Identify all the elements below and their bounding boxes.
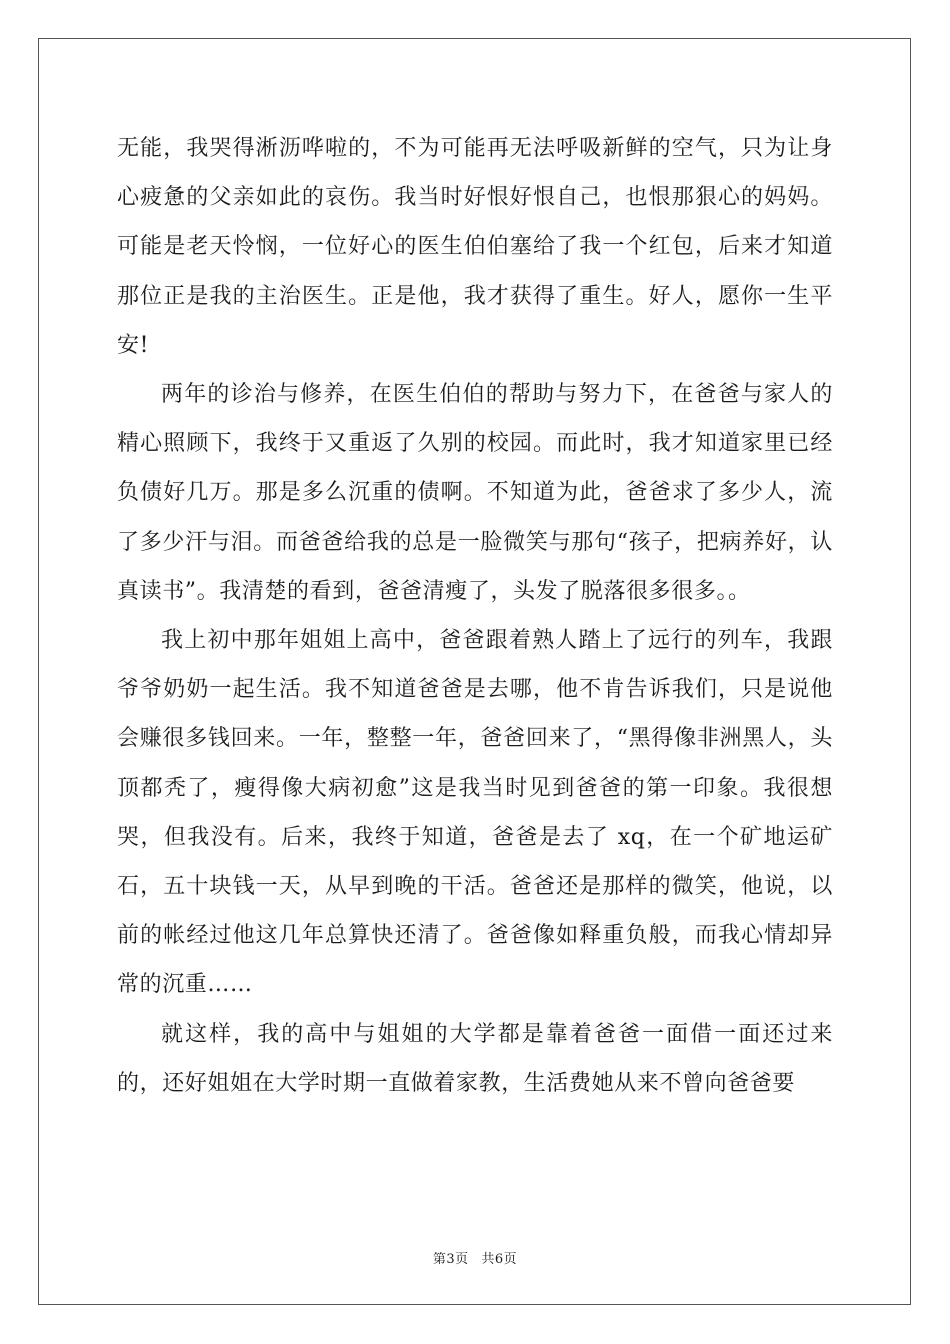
page-footer <box>0 1248 950 1267</box>
paragraph-2: 两年的诊治与修养，在医生伯伯的帮助与努力下，在爸爸与家人的精心照顾下，我终于又重返了久别的校园。而此时，我才知道家里已经负债好几万。那是多么沉重的债啊。不知道为此，爸爸求了多少人，流了多少汗与泪。而爸爸给我的总是一脸微笑与那句“孩子，把病养好，认真读书”。我清楚的看到，爸爸清瘦了，头发了脱落很多很多。。 <box>117 382 833 604</box>
document-body <box>117 124 833 1108</box>
page-number: 第3页 <box>432 1252 469 1267</box>
paragraph-1: 无能，我哭得淅沥哗啦的，不为可能再无法呼吸新鲜的空气，只为让身心疲惫的父亲如此的哀伤。我当时好恨好恨自己，也恨那狠心的妈妈。可能是老天怜悯，一位好心的医生伯伯塞给了我一个红包，后来才知道那位正是我的主治医生。正是他，我才获得了重生。好人，愿你一生平安! <box>117 136 833 358</box>
paragraph-3: 我上初中那年姐姐上高中，爸爸跟着熟人踏上了远行的列车，我跟爷爷奶奶一起生活。我不知道爸爸是去哪，他不肯告诉我们，只是说他会赚很多钱回来。一年，整整一年，爸爸回来了，“黑得像非洲黑人，头顶都秃了，瘦得像大病初愈”这是我当时见到爸爸的第一印象。我很想哭，但我没有。后来，我终于知道，爸爸是去了 xq，在一个矿地运矿石，五十块钱一天，从早到晚的干活。爸爸还是那样的微笑，他说，以前的帐经过他这几年总算快还清了。爸爸像如释重负般，而我心情却异常的沉重…… <box>117 628 833 998</box>
paragraph-4: 就这样，我的高中与姐姐的大学都是靠着爸爸一面借一面还过来的，还好姐姐在大学时期一直做着家教，生活费她从来不曾向爸爸要 <box>117 1021 833 1096</box>
page-total: 共6页 <box>481 1252 518 1267</box>
